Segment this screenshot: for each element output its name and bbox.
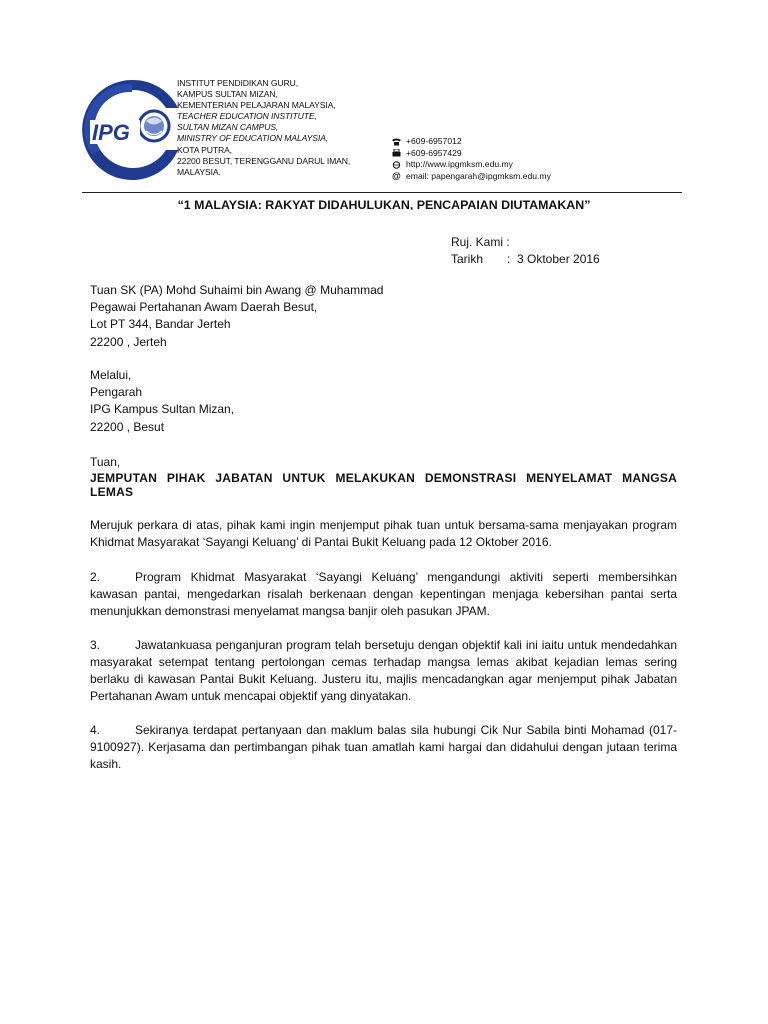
at-icon: @ bbox=[392, 170, 401, 181]
institution-line: SULTAN MIZAN CAMPUS, bbox=[177, 122, 279, 133]
phone-number: +609-6957012 bbox=[406, 136, 462, 146]
motto: “1 MALAYSIA: RAKYAT DIDAHULUKAN, PENCAPAIAN DIUTAMAKAN” bbox=[177, 198, 591, 210]
institution-line: MALAYSIA. bbox=[177, 166, 221, 177]
via-line: Melalui, bbox=[90, 368, 132, 382]
institution-line: INSTITUT PENDIDIKAN GURU, bbox=[177, 78, 299, 88]
paragraph-text: Sekiranya terdapat pertanyaan dan maklum balas sila hubungi Cik Nur Sabila binti Mohamad (017-9100927). Kerjasama dan pertimbangan pihak tuan amatlah kami hargai dan didahului dengan jutaan terima kasih. bbox=[90, 723, 677, 772]
institution-line: KOTA PUTRA, bbox=[177, 144, 233, 155]
letter-date: 3 Oktober 2016 bbox=[517, 252, 600, 266]
ruj-label: Ruj. Kami : bbox=[451, 235, 510, 249]
fax-icon bbox=[392, 149, 406, 157]
email-row bbox=[392, 171, 551, 183]
paragraph-number: 2. bbox=[90, 570, 101, 584]
tarikh-label: Tarikh bbox=[451, 252, 484, 266]
letter-subject: JEMPUTAN PIHAK JABATAN UNTUK MELAKUKAN DEMONSTRASI MENYELAMAT MANGSA LEMAS bbox=[90, 471, 677, 499]
fax-row bbox=[392, 148, 551, 160]
email-address[interactable]: email: papengarah@ipgmksm.edu.my bbox=[406, 170, 551, 181]
salutation bbox=[90, 454, 677, 471]
institution-address bbox=[177, 78, 392, 178]
phone-icon bbox=[392, 138, 406, 146]
website-link[interactable]: http://www.ipgmksm.edu.my bbox=[406, 159, 513, 170]
reference-block bbox=[451, 234, 600, 268]
recipient-address bbox=[90, 282, 677, 351]
recipient-line: 22200 , Jerteh bbox=[90, 334, 167, 349]
globe-icon bbox=[392, 161, 406, 169]
via-line: Pengarah bbox=[90, 385, 143, 400]
via-address bbox=[90, 367, 677, 436]
institution-line: 22200 BESUT, TERENGGANU DARUL IMAN, bbox=[177, 155, 351, 166]
fax-number: +609-6957429 bbox=[406, 147, 462, 158]
paragraph-text: Program Khidmat Masyarakat ‘Sayangi Keluang’ mengandungi aktiviti seperti membersihkan kawasan pantai, mengedarkan risalah berkenaan dengan kepentingan menjaga kebersihan pantai serta menunjukkan demonstrasi menyelamat mangsa banjir oleh pasukan JPAM. bbox=[90, 570, 677, 619]
ipg-logo bbox=[82, 76, 182, 184]
institution-line: KAMPUS SULTAN MIZAN, bbox=[177, 89, 278, 100]
recipient-line: Pegawai Pertahanan Awam Daerah Besut, bbox=[90, 300, 318, 315]
paragraph-number: 3. bbox=[90, 638, 101, 652]
paragraph-text: Jawatankuasa penganjuran program telah bersetuju dengan objektif kali ini iaitu untuk mendedahkan masyarakat setempat tentang pertolongan cemas terhadap mangsa lemas akibat kejadian lemas sering berlaku di kawasan Pantai Bukit Keluang. Justeru itu, majlis mencadangkan agar menjemput pihak Jabatan Pertahanan Awam untuk mencapai objektif yang dinyatakan. bbox=[90, 638, 677, 704]
institution-line: TEACHER EDUCATION INSTITUTE, bbox=[177, 111, 317, 122]
salutation-text: Tuan, bbox=[90, 455, 121, 469]
tarikh-colon: : bbox=[507, 252, 511, 266]
paragraph-4 bbox=[90, 722, 677, 773]
header-divider bbox=[82, 192, 682, 193]
via-line: IPG Kampus Sultan Mizan, bbox=[90, 402, 235, 417]
paragraph-2 bbox=[90, 569, 677, 620]
web-row bbox=[392, 159, 551, 171]
paragraph-number: 4. bbox=[90, 723, 101, 737]
recipient-line: Tuan SK (PA) Mohd Suhaimi bin Awang @ Muhammad bbox=[90, 283, 384, 297]
paragraph-3 bbox=[90, 637, 677, 705]
logo-text: IPG bbox=[92, 120, 130, 145]
recipient-line: Lot PT 344, Bandar Jerteh bbox=[90, 317, 231, 332]
institution-line: KEMENTERIAN PELAJARAN MALAYSIA, bbox=[177, 100, 336, 111]
paragraph-1: Merujuk perkara di atas, pihak kami ingin menjemput pihak tuan untuk bersama-sama menjayakan program Khidmat Masyarakat ‘Sayangi Keluang’ di Pantai Bukit Keluang pada 12 Oktober 2016. bbox=[90, 518, 677, 550]
via-line: 22200 , Besut bbox=[90, 419, 165, 434]
institution-line: MINISTRY OF EDUCATION MALAYSIA, bbox=[177, 133, 329, 144]
contact-info bbox=[392, 136, 551, 182]
phone-row bbox=[392, 136, 551, 148]
